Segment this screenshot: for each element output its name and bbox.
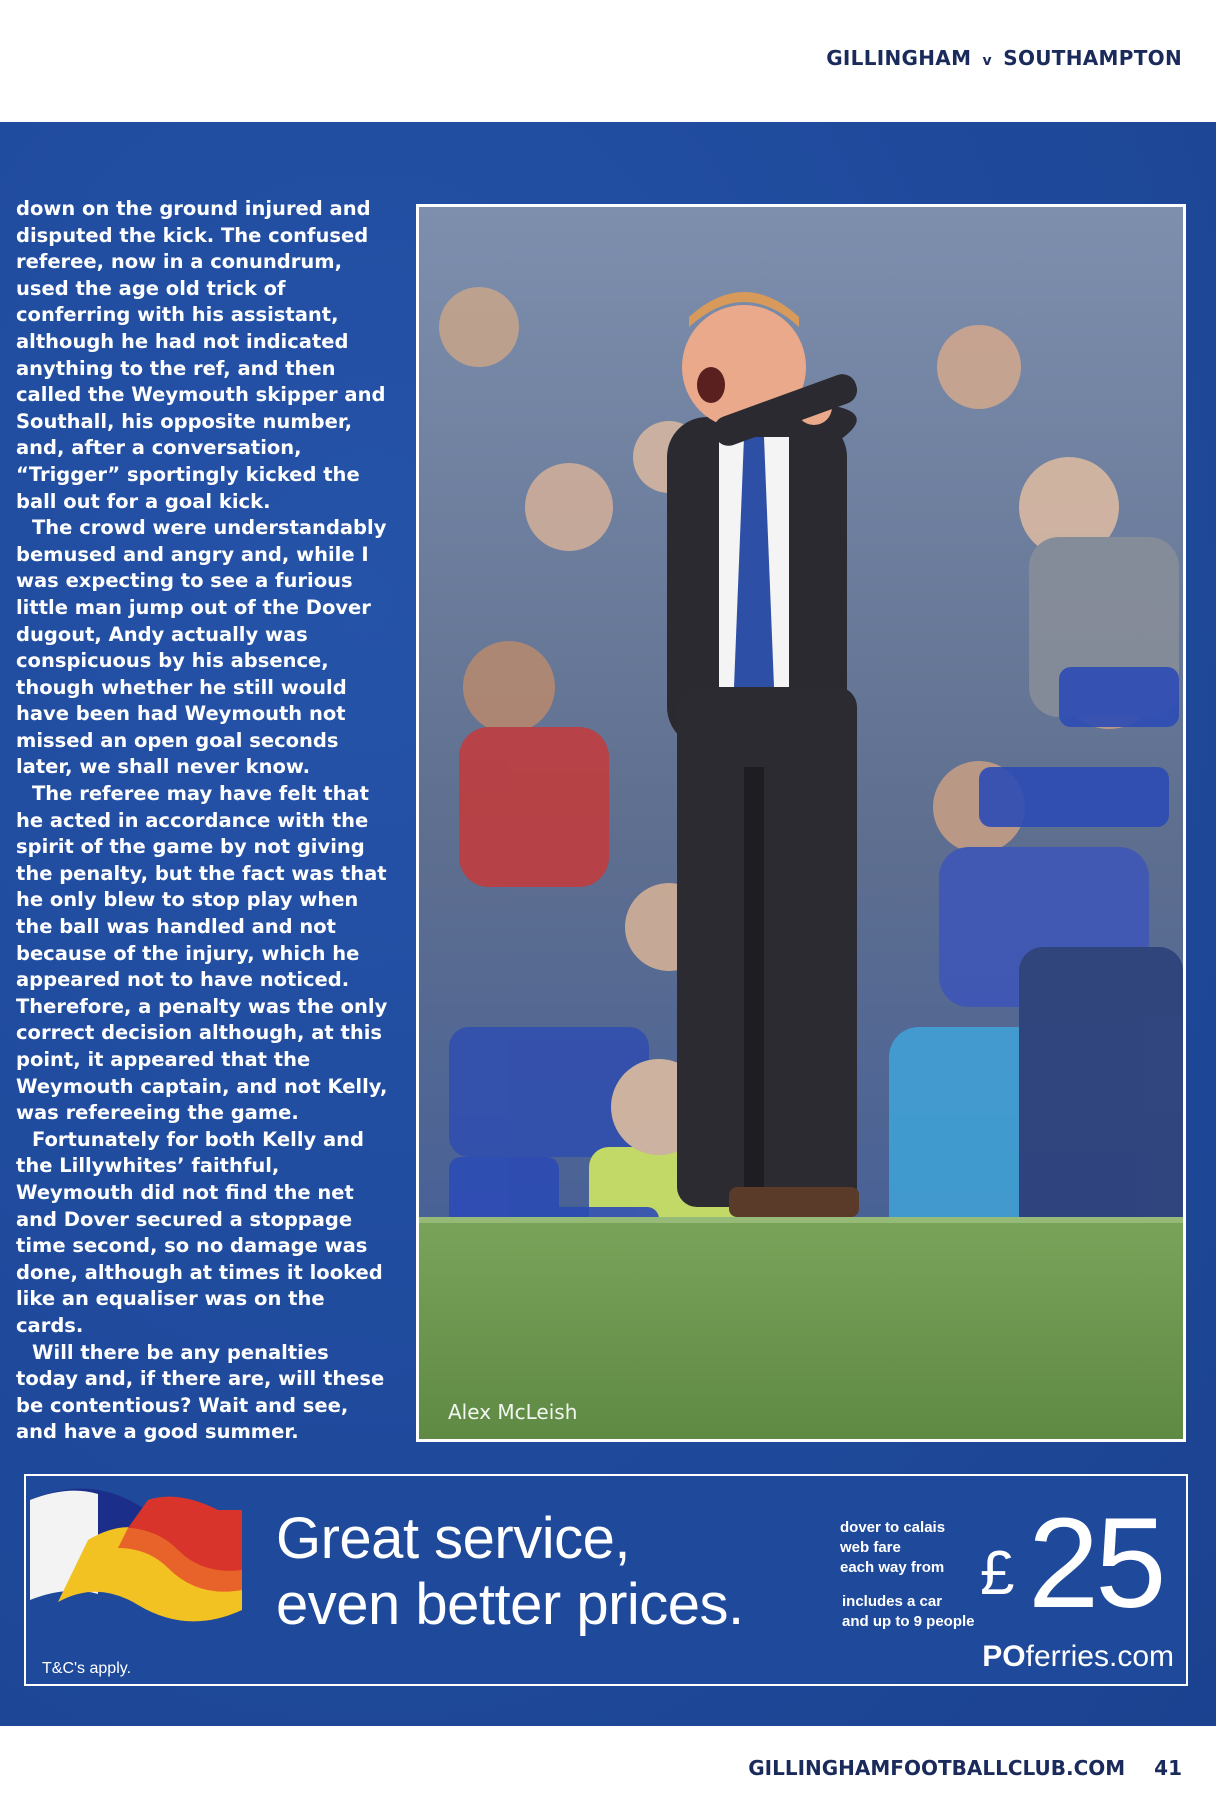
manager-photo	[416, 204, 1186, 1442]
article-paragraph: The referee may have felt that he acted in accordance with the spirit of the game by not giving the penalty, but the fact was that he only blew to stop play when the ball was handled and not because of the injury, which he appeared not to have noticed. Therefore, a penalty was the only correct decision although, at this point, it appeared that the Weymouth captain, and not Kelly, was refereeing the game.	[16, 782, 388, 1125]
article-paragraph: down on the ground injured and disputed the kick. The confused referee, now in a conundrum, used the age old trick of conferring with his assistant, although he had not indicated anything to the ref, and then called the Weymouth skipper and Southall, his opposite number, and, after a conversation, “Trigger” sportingly kicked the ball out for a goal kick.	[16, 197, 386, 513]
fare-price: 25	[1028, 1492, 1163, 1635]
article-paragraph: The crowd were understandably bemused and angry and, while I was expecting to see a furious little man jump out of the Dover dugout, Andy actually was conspicuous by his absence, though whether he still would have been had Weymouth not missed an open goal seconds later, we shall never know.	[16, 516, 387, 779]
fare-passengers: and up to 9 people	[842, 1613, 975, 1630]
photo-illustration	[419, 207, 1183, 1439]
photo-caption: Alex McLeish	[448, 1400, 578, 1424]
brand-po: PO	[982, 1640, 1026, 1673]
article-paragraph: Will there be any penalties today and, if there are, will these be contentious? Wait and see, and have a good summer.	[16, 1340, 385, 1444]
footer-site: GILLINGHAMFOOTBALLCLUB.COM	[748, 1756, 1126, 1780]
currency-symbol: £	[980, 1539, 1015, 1608]
page-footer	[748, 1756, 1182, 1780]
brand-link[interactable]	[982, 1640, 1174, 1674]
brand-domain: ferries.com	[1025, 1640, 1174, 1673]
page-number: 41	[1154, 1756, 1182, 1780]
advert-headline	[276, 1506, 744, 1638]
page-header	[826, 46, 1182, 70]
headline-line-2: even better prices.	[276, 1572, 744, 1637]
fare-conditions	[842, 1592, 975, 1632]
fare-includes: includes a car	[842, 1593, 943, 1610]
poferries-advert[interactable]	[24, 1474, 1188, 1686]
fare-route: dover to calais	[840, 1519, 946, 1536]
fare-type: web fare	[840, 1539, 901, 1556]
team-away: SOUTHAMPTON	[1003, 46, 1182, 70]
fare-description	[840, 1518, 945, 1578]
article-column	[16, 196, 394, 1446]
flag-icon	[28, 1480, 248, 1630]
versus-label: v	[982, 53, 992, 69]
terms-note: T&C's apply.	[42, 1660, 132, 1677]
headline-line-1: Great service,	[276, 1506, 630, 1571]
article-paragraph: Fortunately for both Kelly and the Lillywhites’ faithful, Weymouth did not find the net and Dover secured a stoppage time second, so no damage was done, although at times it looked like an equaliser was on the cards.	[16, 1127, 383, 1337]
fare-basis: each way from	[840, 1559, 945, 1576]
team-home: GILLINGHAM	[826, 46, 972, 70]
